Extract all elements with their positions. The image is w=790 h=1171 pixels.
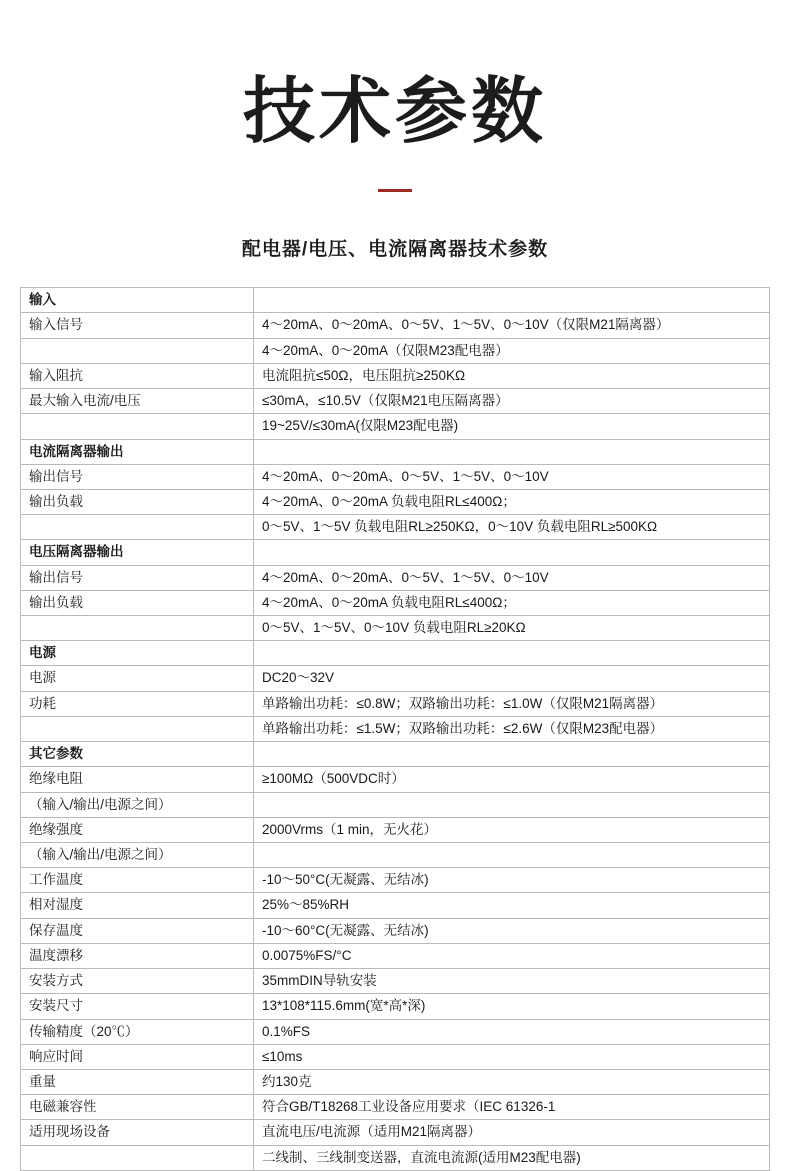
row-value-line2: 4～20mA、0～20mA（仅限M23配电器） [254, 338, 770, 363]
table-row [21, 565, 770, 590]
spec-table-body [21, 288, 770, 1171]
row-label: 最大输入电流/电压 [21, 389, 254, 414]
row-value: 电流阻抗≤50Ω，电压阻抗≥250KΩ [254, 363, 770, 388]
row-label: 输入信号 [21, 313, 254, 338]
section-value [254, 742, 770, 767]
table-row [21, 1044, 770, 1069]
table-row [21, 641, 770, 666]
row-value: 25%～85%RH [254, 893, 770, 918]
row-label: 传输精度（20℃） [21, 1019, 254, 1044]
row-value-line1: 直流电压/电流源（适用M21隔离器） [254, 1120, 770, 1145]
row-value: 2000Vrms（1 min，无火花） [254, 817, 770, 842]
table-row [21, 767, 770, 792]
table-row [21, 389, 770, 414]
section-value [254, 641, 770, 666]
row-value: 35mmDIN导轨安装 [254, 969, 770, 994]
row-label: 绝缘强度 [21, 817, 254, 842]
row-label: 安装尺寸 [21, 994, 254, 1019]
row-value-line2: 19~25V/≤30mA(仅限M23配电器) [254, 414, 770, 439]
table-row [21, 969, 770, 994]
row-label-continuation [21, 616, 254, 641]
table-row [21, 1095, 770, 1120]
table-row [21, 288, 770, 313]
row-label-sub: （输入/输出/电源之间） [21, 843, 254, 868]
table-row [21, 540, 770, 565]
row-value-line1: 4～20mA、0～20mA 负载电阻RL≤400Ω； [254, 590, 770, 615]
row-label: 输出负载 [21, 489, 254, 514]
section-value [254, 288, 770, 313]
row-value-line1: 单路输出功耗：≤0.8W；双路输出功耗：≤1.0W（仅限M21隔离器） [254, 691, 770, 716]
row-value: 0.1%FS [254, 1019, 770, 1044]
row-label: 安装方式 [21, 969, 254, 994]
row-value-line2: 0～5V、1～5V、0～10V 负载电阻RL≥20KΩ [254, 616, 770, 641]
section-label: 电源 [21, 641, 254, 666]
table-row [21, 1120, 770, 1145]
row-label: 温度漂移 [21, 943, 254, 968]
row-label: 响应时间 [21, 1044, 254, 1069]
row-value: DC20～32V [254, 666, 770, 691]
row-label-sub: （输入/输出/电源之间） [21, 792, 254, 817]
row-label: 输出负载 [21, 590, 254, 615]
table-row [21, 464, 770, 489]
row-value: ≥100MΩ（500VDC时） [254, 767, 770, 792]
row-label: 适用现场设备 [21, 1120, 254, 1145]
table-row [21, 742, 770, 767]
table-row [21, 414, 770, 439]
row-value-line1: 4～20mA、0～20mA 负载电阻RL≤400Ω； [254, 489, 770, 514]
table-row [21, 439, 770, 464]
table-row [21, 313, 770, 338]
row-value-continuation [254, 792, 770, 817]
row-label: 重量 [21, 1069, 254, 1094]
table-row [21, 1145, 770, 1170]
row-label: 电源 [21, 666, 254, 691]
title-divider [378, 189, 412, 192]
table-row [21, 868, 770, 893]
row-label-continuation [21, 338, 254, 363]
table-row [21, 817, 770, 842]
table-row [21, 515, 770, 540]
table-row [21, 616, 770, 641]
row-value: 4～20mA、0～20mA、0～5V、1～5V、0～10V [254, 464, 770, 489]
row-value: ≤10ms [254, 1044, 770, 1069]
row-value-continuation [254, 843, 770, 868]
page-subtitle: 配电器/电压、电流隔离器技术参数 [241, 239, 549, 261]
spec-table [20, 287, 770, 1171]
table-row [21, 918, 770, 943]
row-value-line1: 4～20mA、0～20mA、0～5V、1～5V、0～10V（仅限M21隔离器） [254, 313, 770, 338]
table-row [21, 843, 770, 868]
table-row [21, 893, 770, 918]
row-value-line2: 二线制、三线制变送器，直流电流源(适用M23配电器) [254, 1145, 770, 1170]
row-label: 输入阻抗 [21, 363, 254, 388]
row-value: 0.0075%FS/°C [254, 943, 770, 968]
table-row [21, 590, 770, 615]
row-value-line2: 单路输出功耗：≤1.5W；双路输出功耗：≤2.6W（仅限M23配电器） [254, 716, 770, 741]
row-label: 功耗 [21, 691, 254, 716]
section-label: 其它参数 [21, 742, 254, 767]
section-value [254, 540, 770, 565]
table-row [21, 666, 770, 691]
table-row [21, 1069, 770, 1094]
row-label: 电磁兼容性 [21, 1095, 254, 1120]
table-row [21, 363, 770, 388]
row-value: 符合GB/T18268工业设备应用要求（IEC 61326-1 [254, 1095, 770, 1120]
table-row [21, 1019, 770, 1044]
section-label: 电流隔离器输出 [21, 439, 254, 464]
row-label: 输出信号 [21, 565, 254, 590]
row-value: 13*108*115.6mm(宽*高*深) [254, 994, 770, 1019]
row-value-line1: ≤30mA，≤10.5V（仅限M21电压隔离器） [254, 389, 770, 414]
table-row [21, 338, 770, 363]
table-row [21, 489, 770, 514]
title-divider-wrap [0, 189, 790, 192]
table-row [21, 943, 770, 968]
page-title: 技术参数 [242, 69, 547, 153]
table-row [21, 792, 770, 817]
table-row [21, 691, 770, 716]
section-label: 输入 [21, 288, 254, 313]
row-label-continuation [21, 1145, 254, 1170]
row-label: 保存温度 [21, 918, 254, 943]
section-value [254, 439, 770, 464]
row-label-continuation [21, 515, 254, 540]
table-row [21, 716, 770, 741]
row-value-line2: 0～5V、1～5V 负载电阻RL≥250KΩ，0～10V 负载电阻RL≥500KΩ [254, 515, 770, 540]
row-label-continuation [21, 414, 254, 439]
row-value: 4～20mA、0～20mA、0～5V、1～5V、0～10V [254, 565, 770, 590]
row-value: -10～50°C(无凝露、无结冰) [254, 868, 770, 893]
row-label: 输出信号 [21, 464, 254, 489]
table-row [21, 994, 770, 1019]
row-label: 绝缘电阻 [21, 767, 254, 792]
row-value: -10～60°C(无凝露、无结冰) [254, 918, 770, 943]
row-label-continuation [21, 716, 254, 741]
row-label: 相对湿度 [21, 893, 254, 918]
row-value: 约130克 [254, 1069, 770, 1094]
section-label: 电压隔离器输出 [21, 540, 254, 565]
row-label: 工作温度 [21, 868, 254, 893]
